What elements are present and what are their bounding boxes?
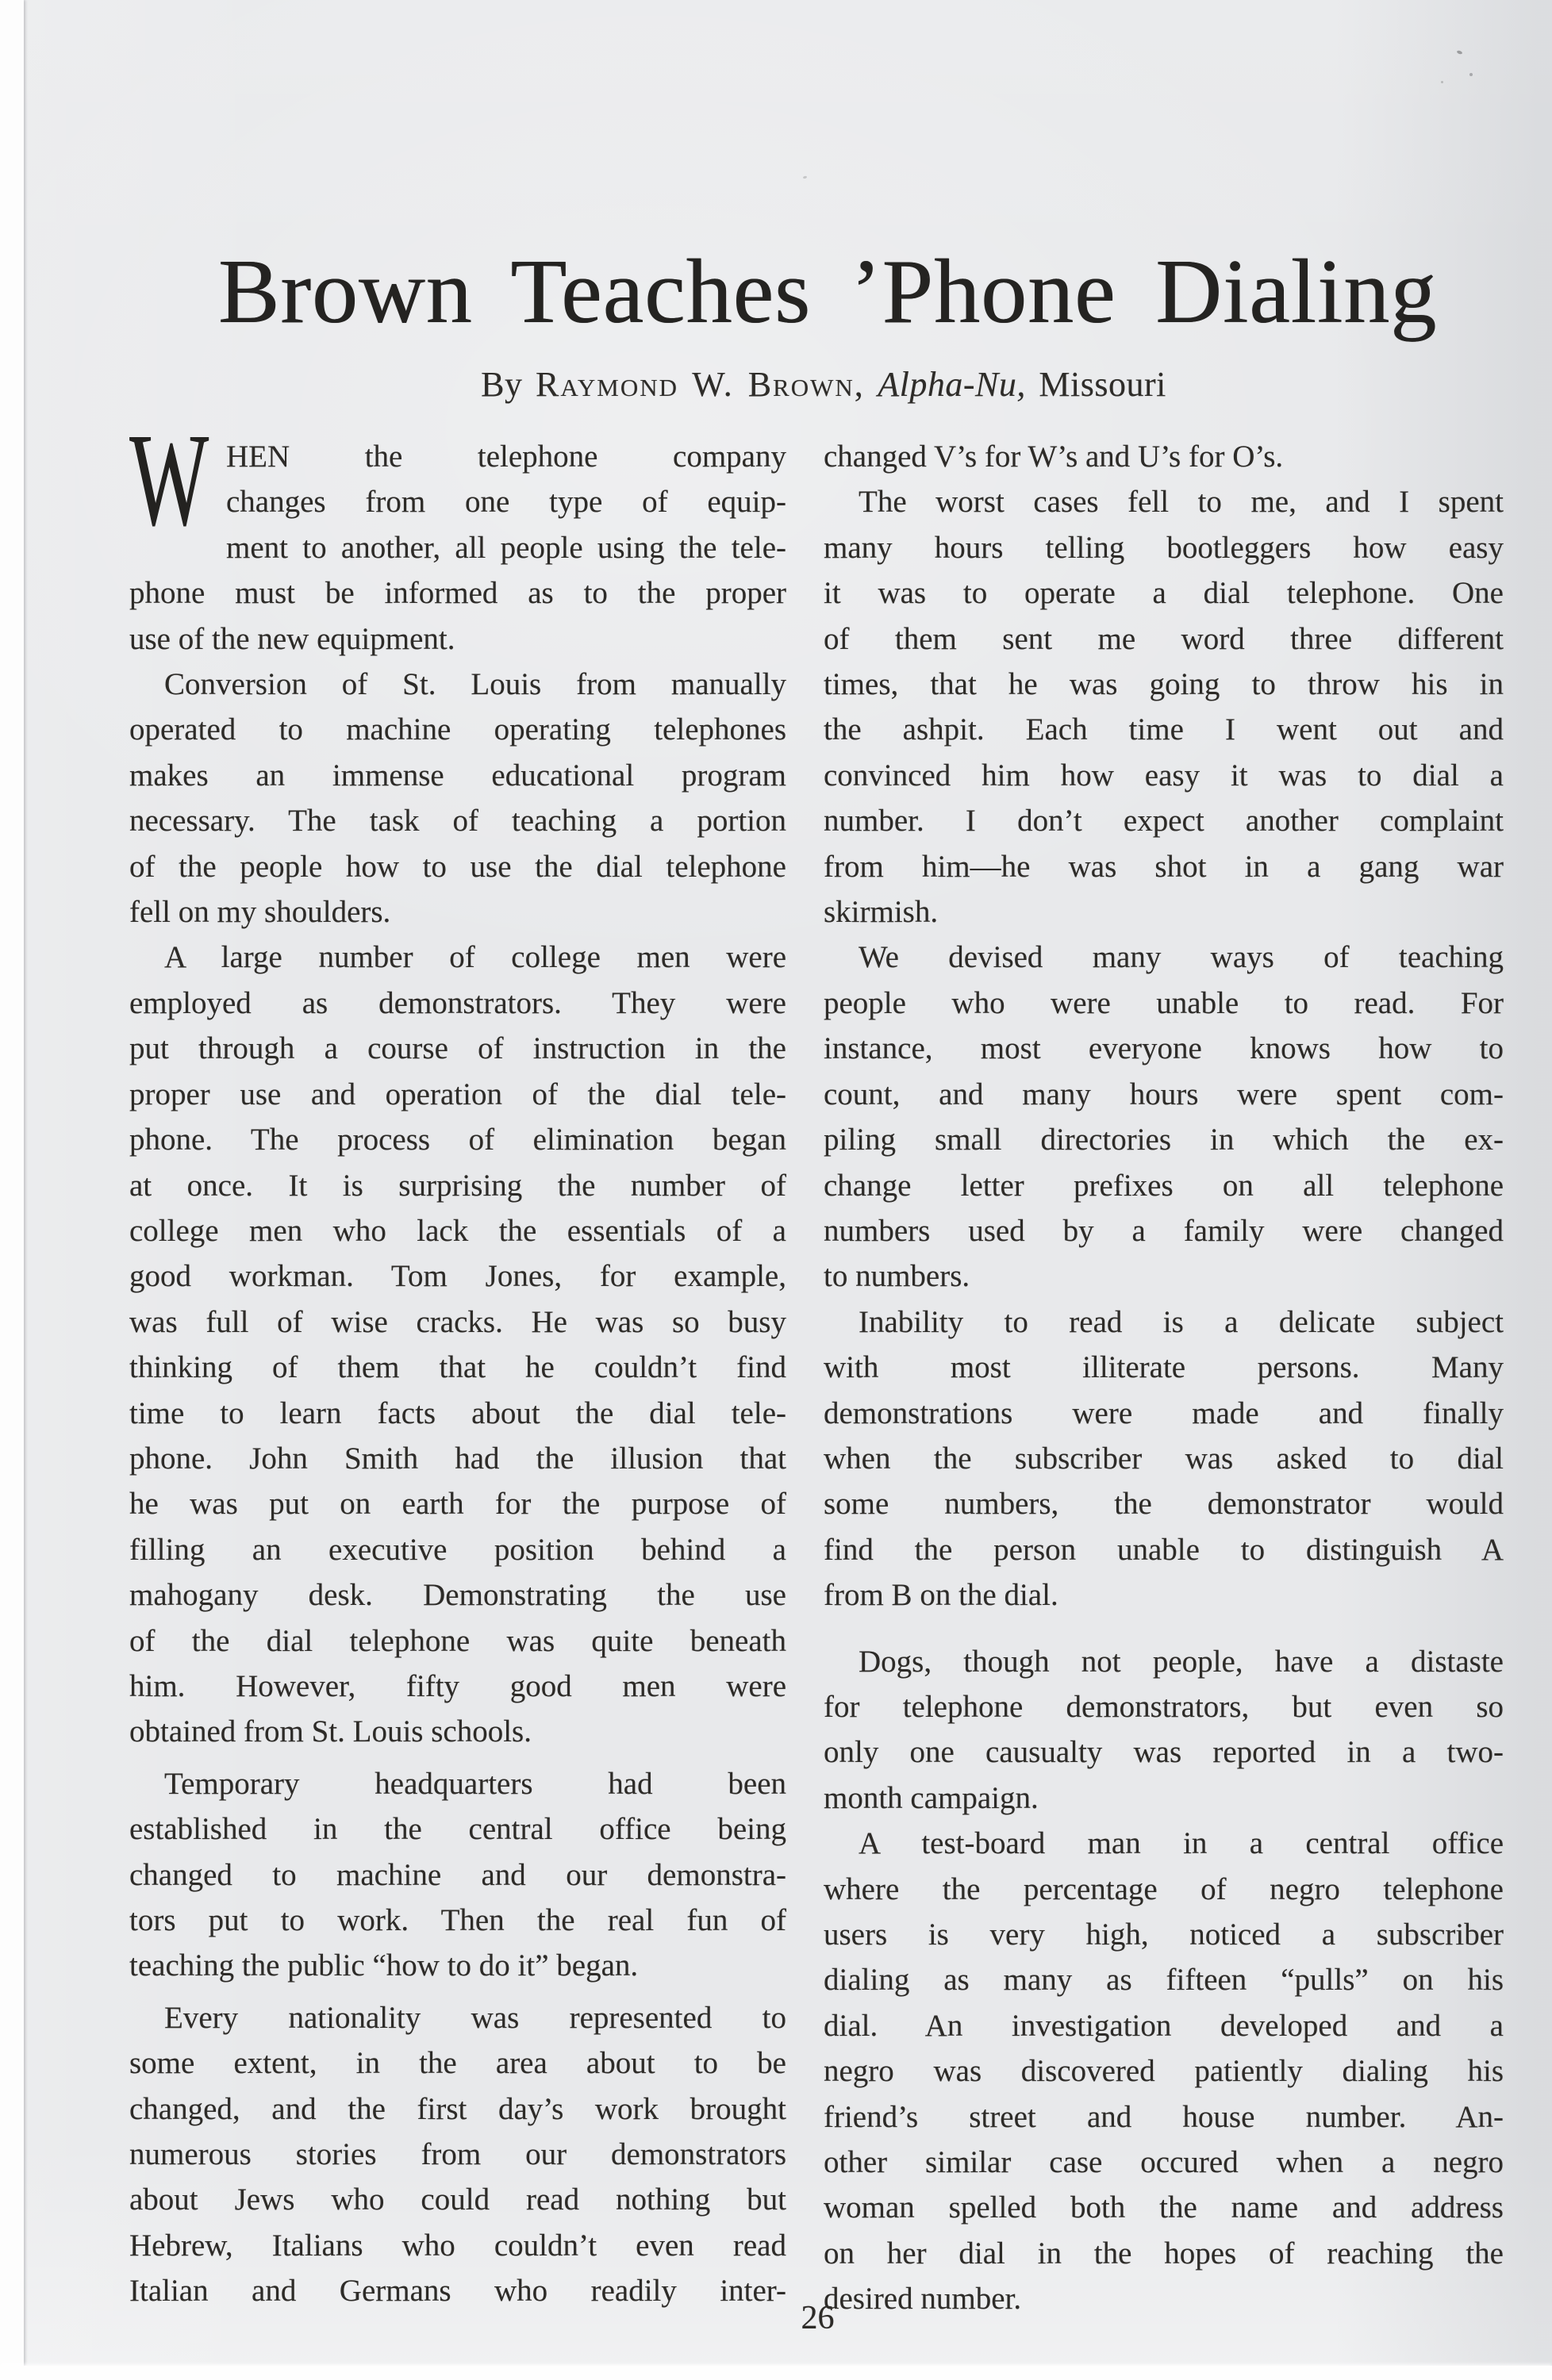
text-line: changes from one type of equip-	[226, 485, 786, 520]
text-line: proper use and operation of the dial tele-	[129, 1077, 786, 1111]
text-line: Italian and Germans who readily inter-	[129, 2274, 786, 2309]
text-line: good workman. Tom Jones, for example,	[129, 1259, 786, 1294]
byline-affiliation: Alpha-Nu,	[878, 365, 1026, 404]
paragraph	[129, 935, 786, 1754]
text-line: the ashpit. Each time I went out and	[824, 712, 1504, 747]
page-number: 26	[801, 2300, 835, 2336]
byline-location: Missouri	[1039, 365, 1166, 404]
text-line: makes an immense educational program	[129, 758, 786, 793]
text-line: necessary. The task of teaching a portion	[129, 804, 786, 839]
text-line: put through a course of instruction in the	[129, 1031, 786, 1066]
paragraph	[129, 662, 786, 935]
left-column	[129, 406, 786, 2322]
text-line: dial. An investigation developed and a	[824, 2008, 1504, 2043]
paragraph	[824, 935, 1504, 1299]
text-line: at once. It is surprising the number of	[129, 1168, 786, 1203]
dust-speck	[1441, 81, 1443, 83]
text-line: it was to operate a dial telephone. One	[824, 576, 1504, 611]
text-line: A large number of college men were	[164, 940, 786, 975]
text-line: only one causualty was reported in a two-	[824, 1735, 1504, 1770]
text-line: dialing as many as fifteen “pulls” on his	[824, 1963, 1504, 1998]
text-line: he was put on earth for the purpose of	[129, 1487, 786, 1522]
dust-speck	[1469, 73, 1473, 76]
text-line: many hours telling bootleggers how easy	[824, 530, 1504, 565]
article-title: Brown Teaches ’Phone Dialing	[217, 241, 1438, 343]
text-line: times, that he was going to throw his in	[824, 667, 1504, 702]
text-line: obtained from St. Louis schools.	[129, 1714, 532, 1749]
dust-speck	[803, 175, 808, 178]
text-line: The worst cases fell to me, and I spent	[859, 485, 1504, 520]
text-line: HEN the telephone company	[226, 440, 786, 474]
text-line: college men who lack the essentials of a	[129, 1213, 786, 1248]
paragraph	[824, 434, 1504, 479]
dust-speck	[1457, 50, 1463, 55]
text-line: phone must be informed as to the proper	[129, 576, 786, 611]
text-line: for telephone demonstrators, but even so	[824, 1689, 1504, 1724]
paragraph	[824, 1639, 1504, 1821]
text-line: of the people how to use the dial telephone	[129, 849, 786, 884]
text-line: about Jews who could read nothing but	[129, 2182, 786, 2217]
text-line: fell on my shoulders.	[129, 895, 391, 930]
text-line: numbers used by a family were changed	[824, 1213, 1504, 1248]
text-line: Inability to read is a delicate subject	[859, 1304, 1504, 1339]
text-line: established in the central office being	[129, 1812, 786, 1847]
text-line: Dogs, though not people, have a distaste	[859, 1644, 1504, 1679]
dust-speck	[927, 276, 929, 278]
text-line: to numbers.	[824, 1259, 970, 1294]
text-line: convinced him how easy it was to dial a	[824, 758, 1504, 793]
paragraph	[824, 1821, 1504, 2321]
paragraph	[824, 479, 1504, 935]
text-line: from him—he was shot in a gang war	[824, 849, 1504, 884]
text-line: change letter prefixes on all telephone	[824, 1168, 1504, 1203]
text-line: of the dial telephone was quite beneath	[129, 1623, 786, 1658]
text-line: changed to machine and our demonstra-	[129, 1857, 786, 1892]
text-line: mahogany desk. Demonstrating the use	[129, 1578, 786, 1613]
paragraph	[129, 1761, 786, 1989]
text-line: A test-board man in a central office	[859, 1826, 1504, 1861]
scan-left-margin	[0, 0, 24, 2380]
text-line: other similar case occured when a negro	[824, 2145, 1504, 2180]
text-line: demonstrations were made and finally	[824, 1395, 1504, 1430]
text-line: woman spelled both the name and address	[824, 2190, 1504, 2225]
text-line: phone. The process of elimination began	[129, 1123, 786, 1157]
text-line: of them sent me word three different	[824, 621, 1504, 656]
text-line: find the person unable to distinguish A	[824, 1532, 1504, 1567]
text-line: count, and many hours were spent com-	[824, 1077, 1504, 1111]
text-line: filling an executive position behind a	[129, 1532, 786, 1567]
text-line: negro was discovered patiently dialing his	[824, 2054, 1504, 2089]
text-line: friend’s street and house number. An-	[824, 2099, 1504, 2134]
text-line: when the subscriber was asked to dial	[824, 1441, 1504, 1476]
text-line: Hebrew, Italians who couldn’t even read	[129, 2228, 786, 2263]
text-line: number. I don’t expect another complaint	[824, 804, 1504, 839]
byline-author: Raymond W. Brown,	[536, 365, 865, 404]
drop-cap-letter: W	[129, 406, 209, 554]
text-line: with most illiterate persons. Many	[824, 1350, 1504, 1385]
text-line: We devised many ways of teaching	[859, 940, 1504, 975]
text-line: him. However, fifty good men were	[129, 1668, 786, 1703]
text-line: ment to another, all people using the tele-	[226, 530, 786, 565]
byline-prefix: By	[481, 365, 523, 404]
text-line: changed, and the first day’s work brought	[129, 2091, 786, 2126]
text-line: time to learn facts about the dial tele-	[129, 1395, 786, 1430]
text-line: some extent, in the area about to be	[129, 2046, 786, 2081]
text-line: phone. John Smith had the illusion that	[129, 1441, 786, 1476]
text-line: piling small directories in which the ex-	[824, 1123, 1504, 1157]
text-line: people who were unable to read. For	[824, 985, 1504, 1020]
right-column	[824, 434, 1504, 2322]
text-line: tors put to work. Then the real fun of	[129, 1903, 786, 1937]
text-line: desired number.	[824, 2282, 1022, 2317]
text-line: on her dial in the hopes of reaching the	[824, 2236, 1504, 2271]
text-line: thinking of them that he couldn’t find	[129, 1350, 786, 1385]
text-line: from B on the dial.	[824, 1578, 1058, 1613]
article-byline	[0, 364, 1552, 405]
paragraph	[824, 1299, 1504, 1618]
text-line: was full of wise cracks. He was so busy	[129, 1304, 786, 1339]
text-line: Conversion of St. Louis from manually	[164, 667, 786, 702]
text-line: Every nationality was represented to	[164, 2000, 786, 2035]
text-line: skirmish.	[824, 895, 939, 930]
text-line: changed V’s for W’s and U’s for O’s.	[824, 440, 1284, 474]
text-line: teaching the public “how to do it” began.	[129, 1948, 639, 1983]
text-line: some numbers, the demonstrator would	[824, 1487, 1504, 1522]
paragraph	[129, 1995, 786, 2314]
paragraph	[129, 406, 786, 662]
text-line: month campaign.	[824, 1780, 1039, 1815]
text-line: use of the new equipment.	[129, 621, 455, 656]
text-line: where the percentage of negro telephone	[824, 1871, 1504, 1906]
scan-bottom-margin	[0, 2366, 1552, 2380]
text-line: employed as demonstrators. They were	[129, 985, 786, 1020]
article-body	[129, 406, 1504, 2322]
text-line: numerous stories from our demonstrators	[129, 2137, 786, 2172]
text-line: instance, most everyone knows how to	[824, 1031, 1504, 1066]
text-line: Temporary headquarters had been	[164, 1766, 786, 1801]
text-line: operated to machine operating telephones	[129, 712, 786, 747]
text-line: users is very high, noticed a subscriber	[824, 1917, 1504, 1952]
